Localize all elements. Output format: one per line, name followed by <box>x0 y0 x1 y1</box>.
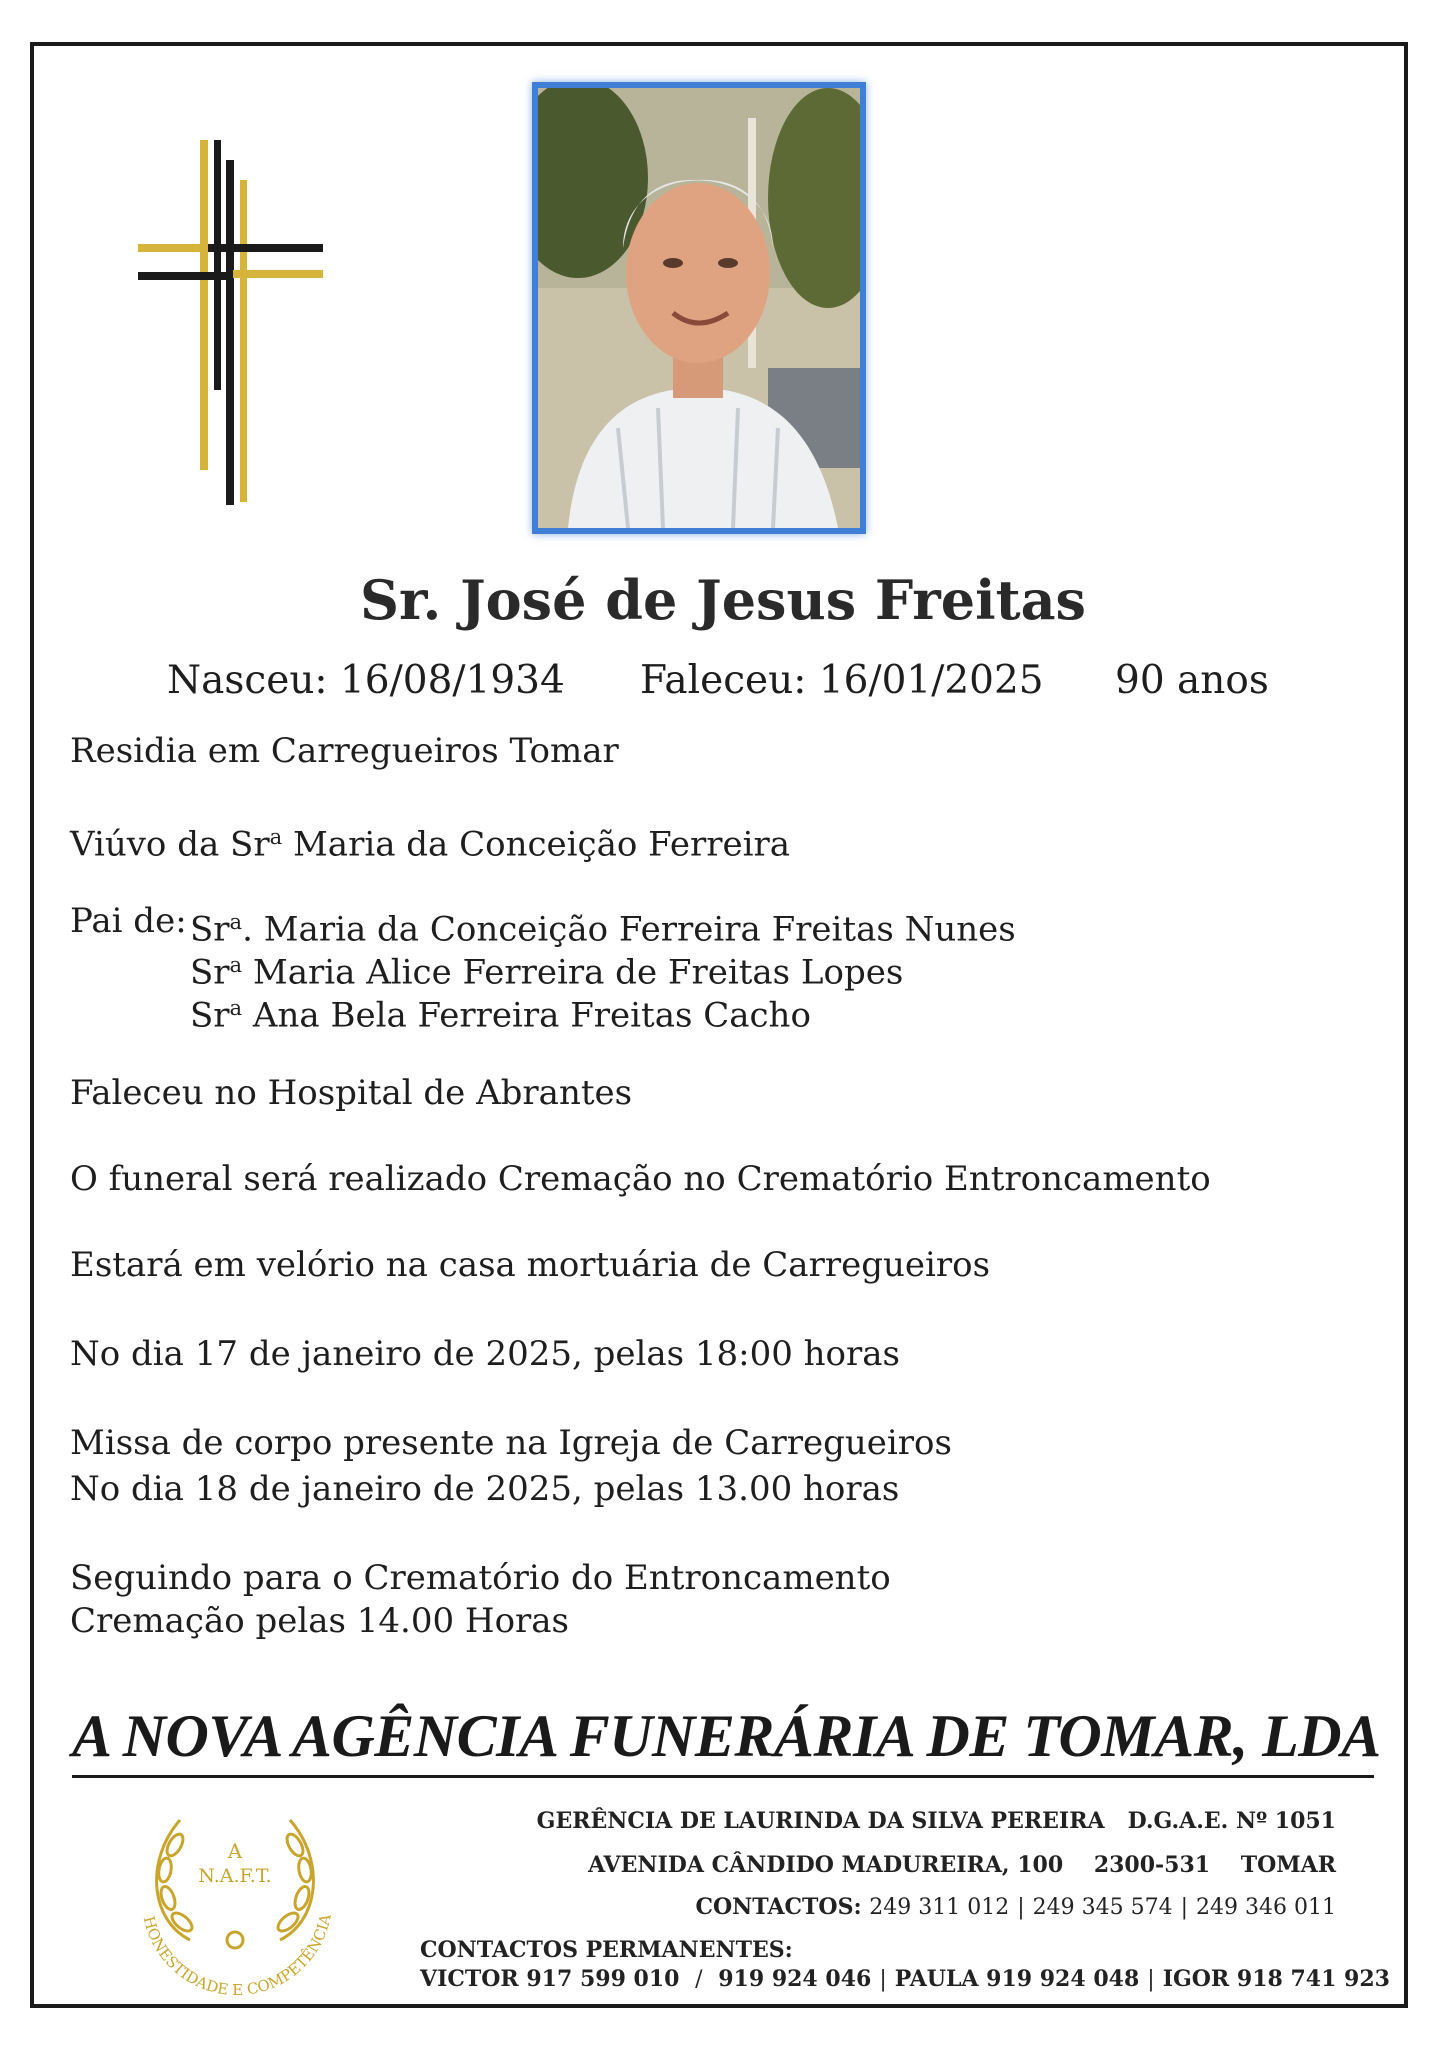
management-line: GERÊNCIA DE LAURINDA DA SILVA PEREIRA D.G.A.E. Nº 1051 <box>536 1808 1336 1834</box>
children-label: Pai de: <box>70 901 187 941</box>
seal-top-text: A <box>227 1839 243 1863</box>
seal-initials: N.A.F.T. <box>198 1865 272 1887</box>
wake-info: Estará em velório na casa mortuária de Carregueiros <box>70 1245 991 1285</box>
mass-info: Missa de corpo presente na Igreja de Carregueiros <box>70 1423 952 1463</box>
permanent-contacts-line: VICTOR 917 599 010 / 919 924 046 | PAULA 919 924 048 | IGOR 918 741 923 <box>420 1966 1390 1992</box>
address-line: AVENIDA CÂNDIDO MADUREIRA, 100 2300-531 TOMAR <box>588 1852 1336 1878</box>
place-of-death: Faleceu no Hospital de Abrantes <box>70 1073 633 1113</box>
widow-of: Viúvo da Sr$^a$ Maria da Conceição Ferreira <box>70 824 791 865</box>
residence: Residia em Carregueiros Tomar <box>70 731 619 771</box>
mass-date: No dia 18 de janeiro de 2025, pelas 13.00 horas <box>70 1469 900 1509</box>
funeral-info: O funeral será realizado Cremação no Crematório Entroncamento <box>70 1159 1211 1199</box>
wake-date: No dia 17 de janeiro de 2025, pelas 18:00 horas <box>70 1334 900 1374</box>
cremation-time: Cremação pelas 14.00 Horas <box>70 1601 570 1641</box>
child-3: Sr$^a$ Ana Bela Ferreira Freitas Cacho <box>190 995 811 1036</box>
portrait-photo <box>532 82 866 534</box>
death-date: Faleceu: 16/01/2025 <box>640 658 1044 703</box>
permanent-contacts-label: CONTACTOS PERMANENTES: <box>420 1937 793 1963</box>
seal-motto: HONESTIDADE E COMPETÊNCIA <box>139 1912 335 2000</box>
born-date: Nasceu: 16/08/1934 <box>167 658 565 703</box>
child-1: Sr$^a$. Maria da Conceição Ferreira Freitas Nunes <box>190 909 1016 950</box>
deceased-name: Sr. José de Jesus Freitas <box>360 568 1086 632</box>
seal-logo <box>120 1790 350 2000</box>
svg-text:HONESTIDADE E COMPETÊNCIA <box>140 1912 335 1999</box>
age: 90 anos <box>1115 658 1269 703</box>
agency-name: A NOVA AGÊNCIA FUNERÁRIA DE TOMAR, LDA <box>72 1702 1374 1778</box>
crematorium-info: Seguindo para o Crematório do Entroncamento <box>70 1558 891 1598</box>
cross-icon <box>138 140 323 505</box>
child-2: Sr$^a$ Maria Alice Ferreira de Freitas Lopes <box>190 952 904 993</box>
contacts-line: CONTACTOS: 249 311 012 | 249 345 574 | 249 346 011 <box>695 1894 1336 1920</box>
